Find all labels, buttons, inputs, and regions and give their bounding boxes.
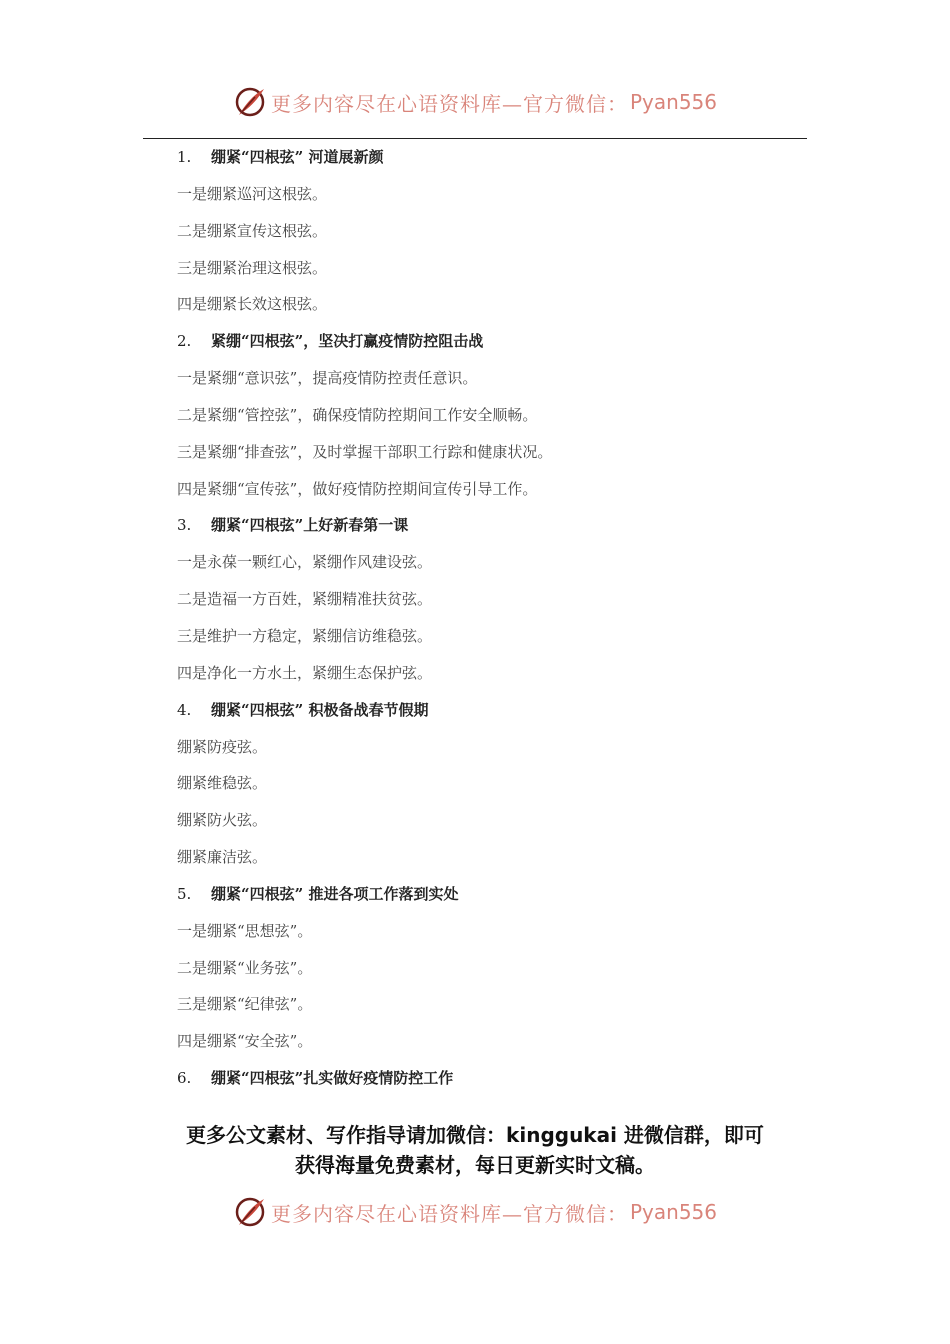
list-item: 三是维护一方稳定，紧绷信访维稳弦。 bbox=[177, 626, 433, 645]
footer-banner-text: 更多内容尽在心语资料库—官方微信： bbox=[270, 1201, 628, 1226]
list-item: 二是造福一方百姓，紧绷精准扶贫弦。 bbox=[177, 590, 433, 609]
list-item: 绷紧廉洁弦。 bbox=[177, 848, 268, 867]
section-heading bbox=[177, 1060, 797, 1097]
section-title: 紧绷“四根弦”，坚决打赢疫情防控阻击战 bbox=[211, 332, 484, 351]
section-heading bbox=[177, 323, 797, 360]
list-item: 四是净化一方水土，紧绷生态保护弦。 bbox=[177, 663, 433, 682]
list-item: 三是绷紧“纪律弦”。 bbox=[177, 995, 313, 1014]
footer-banner-id: Pyan556 bbox=[629, 1200, 717, 1224]
section-number: 5. bbox=[177, 884, 192, 903]
list-item: 三是绷紧治理这根弦。 bbox=[177, 258, 328, 277]
section-heading bbox=[177, 139, 797, 176]
section-title: 绷紧“四根弦” 积极备战春节假期 bbox=[211, 700, 429, 719]
header-banner bbox=[0, 80, 950, 124]
quill-logo-icon bbox=[233, 1195, 267, 1229]
list-item: 一是永葆一颗红心，紧绷作风建设弦。 bbox=[177, 553, 433, 572]
list-item: 一是绷紧“思想弦”。 bbox=[177, 921, 313, 940]
list-item: 四是紧绷“宣传弦”，做好疫情防控期间宣传引导工作。 bbox=[177, 479, 538, 498]
list-item: 四是绷紧长效这根弦。 bbox=[177, 295, 328, 314]
section-title: 绷紧“四根弦”上好新春第一课 bbox=[211, 516, 409, 535]
section-heading bbox=[177, 507, 797, 544]
list-item: 四是绷紧“安全弦”。 bbox=[177, 1032, 313, 1051]
header-banner-text: 更多内容尽在心语资料库—官方微信： bbox=[270, 91, 628, 116]
list-item: 二是绷紧“业务弦”。 bbox=[177, 958, 313, 977]
section-number: 2. bbox=[177, 332, 192, 351]
promo-note-line1: 更多公文素材、写作指导请加微信：kinggukai 进微信群，即可 bbox=[186, 1123, 764, 1147]
list-item: 二是绷紧宣传这根弦。 bbox=[177, 221, 328, 240]
list-item: 三是紧绷“排查弦”，及时掌握干部职工行踪和健康状况。 bbox=[177, 442, 553, 461]
footer-banner bbox=[0, 1190, 950, 1234]
list-item: 绷紧防火弦。 bbox=[177, 811, 268, 830]
list-item: 一是绷紧巡河这根弦。 bbox=[177, 184, 328, 203]
promo-note-line2: 获得海量免费素材，每日更新实时文稿。 bbox=[295, 1153, 655, 1177]
list-item: 二是紧绷“管控弦”，确保疫情防控期间工作安全顺畅。 bbox=[177, 405, 538, 424]
section-number: 1. bbox=[177, 148, 192, 166]
section-title: 绷紧“四根弦” 河道展新颜 bbox=[211, 148, 384, 166]
promo-note bbox=[100, 1120, 850, 1180]
list-item: 绷紧防疫弦。 bbox=[177, 737, 268, 756]
quill-logo-icon bbox=[233, 85, 267, 119]
list-item: 绷紧维稳弦。 bbox=[177, 774, 268, 793]
section-number: 4. bbox=[177, 700, 192, 719]
section-number: 6. bbox=[177, 1069, 192, 1088]
section-title: 绷紧“四根弦” 推进各项工作落到实处 bbox=[211, 884, 459, 903]
header-banner-id: Pyan556 bbox=[629, 90, 717, 114]
document-body bbox=[177, 139, 797, 1097]
section-heading bbox=[177, 692, 797, 729]
list-item: 一是紧绷“意识弦”，提高疫情防控责任意识。 bbox=[177, 369, 478, 388]
section-title: 绷紧“四根弦”扎实做好疫情防控工作 bbox=[211, 1069, 454, 1088]
section-number: 3. bbox=[177, 516, 192, 535]
section-heading bbox=[177, 876, 797, 913]
